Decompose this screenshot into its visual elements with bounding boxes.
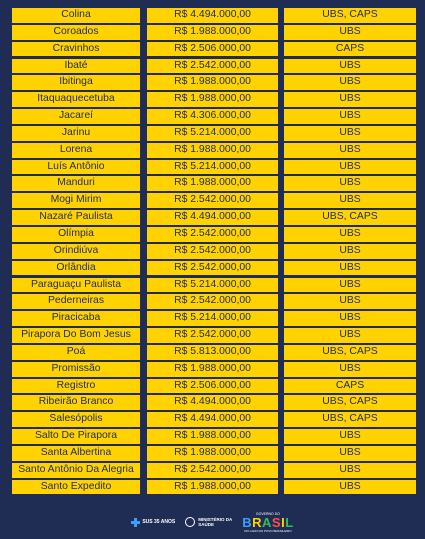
municipality-cell: Colina xyxy=(12,8,140,23)
type-cell: UBS xyxy=(284,294,416,309)
table-row xyxy=(12,160,416,175)
table-row xyxy=(12,244,416,259)
type-cell: UBS, CAPS xyxy=(284,345,416,360)
municipality-cell: Itaquaquecetuba xyxy=(12,92,140,107)
amount-cell: R$ 2.542.000,00 xyxy=(147,244,278,259)
table-row xyxy=(12,193,416,208)
municipality-cell: Pirapora Do Bom Jesus xyxy=(12,328,140,343)
table-row xyxy=(12,227,416,242)
type-cell: UBS xyxy=(284,278,416,293)
type-cell: UBS xyxy=(284,244,416,259)
type-cell: UBS xyxy=(284,227,416,242)
amount-cell: R$ 4.494.000,00 xyxy=(147,8,278,23)
amount-cell: R$ 4.494.000,00 xyxy=(147,412,278,427)
table-row xyxy=(12,59,416,74)
type-cell: CAPS xyxy=(284,42,416,57)
table-row xyxy=(12,446,416,461)
type-cell: UBS xyxy=(284,25,416,40)
municipality-cell: Salto De Pirapora xyxy=(12,429,140,444)
ministerio-logo-text: MINISTÉRIO DA SAÚDE xyxy=(198,517,233,527)
table-row xyxy=(12,345,416,360)
brasil-letter: R xyxy=(252,514,263,530)
brasil-letter: L xyxy=(285,514,294,530)
amount-cell: R$ 5.813.000,00 xyxy=(147,345,278,360)
municipality-table xyxy=(12,8,416,496)
municipality-cell: Poá xyxy=(12,345,140,360)
municipality-cell: Santa Albertina xyxy=(12,446,140,461)
table-row xyxy=(12,176,416,191)
type-cell: UBS xyxy=(284,328,416,343)
table-row xyxy=(12,126,416,141)
table-row xyxy=(12,25,416,40)
type-cell: UBS xyxy=(284,429,416,444)
governo-top-text: GOVERNO DO xyxy=(255,511,280,516)
amount-cell: R$ 2.506.000,00 xyxy=(147,42,278,57)
amount-cell: R$ 5.214.000,00 xyxy=(147,311,278,326)
type-cell: UBS, CAPS xyxy=(284,8,416,23)
table-row xyxy=(12,8,416,23)
amount-cell: R$ 1.988.000,00 xyxy=(147,362,278,377)
municipality-cell: Promissão xyxy=(12,362,140,377)
amount-cell: R$ 2.542.000,00 xyxy=(147,193,278,208)
type-cell: UBS xyxy=(284,75,416,90)
sus-logo xyxy=(131,518,175,527)
amount-cell: R$ 1.988.000,00 xyxy=(147,176,278,191)
type-cell: CAPS xyxy=(284,379,416,394)
type-cell: UBS, CAPS xyxy=(284,395,416,410)
health-cross-icon xyxy=(131,518,140,527)
amount-cell: R$ 1.988.000,00 xyxy=(147,480,278,495)
type-cell: UBS xyxy=(284,109,416,124)
table-row xyxy=(12,261,416,276)
table-row xyxy=(12,75,416,90)
type-cell: UBS xyxy=(284,176,416,191)
municipality-cell: Santo Antônio Da Alegria xyxy=(12,463,140,478)
table-row xyxy=(12,480,416,495)
type-cell: UBS xyxy=(284,480,416,495)
table-row xyxy=(12,429,416,444)
municipality-cell: Pederneiras xyxy=(12,294,140,309)
amount-cell: R$ 2.506.000,00 xyxy=(147,379,278,394)
municipality-cell: Ibaté xyxy=(12,59,140,74)
table-row xyxy=(12,328,416,343)
municipality-cell: Paraguaçu Paulista xyxy=(12,278,140,293)
type-cell: UBS xyxy=(284,261,416,276)
municipality-cell: Piracicaba xyxy=(12,311,140,326)
table-row xyxy=(12,311,416,326)
amount-cell: R$ 1.988.000,00 xyxy=(147,25,278,40)
municipality-cell: Manduri xyxy=(12,176,140,191)
municipality-cell: Cravinhos xyxy=(12,42,140,57)
amount-cell: R$ 2.542.000,00 xyxy=(147,294,278,309)
brasil-letter: S xyxy=(271,514,282,530)
amount-cell: R$ 2.542.000,00 xyxy=(147,227,278,242)
type-cell: UBS xyxy=(284,143,416,158)
amount-cell: R$ 4.306.000,00 xyxy=(147,109,278,124)
municipality-cell: Olímpia xyxy=(12,227,140,242)
type-cell: UBS, CAPS xyxy=(284,210,416,225)
table-row xyxy=(12,42,416,57)
amount-cell: R$ 1.988.000,00 xyxy=(147,75,278,90)
amount-cell: R$ 1.988.000,00 xyxy=(147,429,278,444)
type-cell: UBS xyxy=(284,92,416,107)
amount-cell: R$ 2.542.000,00 xyxy=(147,328,278,343)
type-cell: UBS xyxy=(284,59,416,74)
table-row xyxy=(12,463,416,478)
brasil-wordmark xyxy=(242,516,293,529)
table-row xyxy=(12,278,416,293)
brasil-letter: I xyxy=(281,514,286,530)
governo-slogan: DO LADO DO POVO BRASILEIRO xyxy=(244,528,292,533)
table-row xyxy=(12,395,416,410)
table-row xyxy=(12,362,416,377)
type-cell: UBS, CAPS xyxy=(284,412,416,427)
municipality-cell: Luís Antônio xyxy=(12,160,140,175)
amount-cell: R$ 4.494.000,00 xyxy=(147,395,278,410)
coat-of-arms-icon xyxy=(185,517,195,527)
brasil-letter: A xyxy=(262,514,272,530)
type-cell: UBS xyxy=(284,463,416,478)
amount-cell: R$ 2.542.000,00 xyxy=(147,59,278,74)
municipality-cell: Ribeirão Branco xyxy=(12,395,140,410)
amount-cell: R$ 1.988.000,00 xyxy=(147,92,278,107)
amount-cell: R$ 1.988.000,00 xyxy=(147,446,278,461)
amount-cell: R$ 5.214.000,00 xyxy=(147,126,278,141)
municipality-cell: Coroados xyxy=(12,25,140,40)
type-cell: UBS xyxy=(284,193,416,208)
amount-cell: R$ 2.542.000,00 xyxy=(147,463,278,478)
municipality-cell: Lorena xyxy=(12,143,140,158)
municipality-cell: Registro xyxy=(12,379,140,394)
type-cell: UBS xyxy=(284,446,416,461)
type-cell: UBS xyxy=(284,311,416,326)
municipality-cell: Orlândia xyxy=(12,261,140,276)
table-row xyxy=(12,412,416,427)
table-row xyxy=(12,92,416,107)
amount-cell: R$ 5.214.000,00 xyxy=(147,160,278,175)
municipality-cell: Salesópolis xyxy=(12,412,140,427)
amount-cell: R$ 4.494.000,00 xyxy=(147,210,278,225)
amount-cell: R$ 1.988.000,00 xyxy=(147,143,278,158)
type-cell: UBS xyxy=(284,126,416,141)
municipality-cell: Mogi Mirim xyxy=(12,193,140,208)
brasil-letter: B xyxy=(242,514,253,530)
ministerio-logo xyxy=(185,517,232,527)
table-row xyxy=(12,143,416,158)
table-row xyxy=(12,379,416,394)
type-cell: UBS xyxy=(284,362,416,377)
table-row xyxy=(12,210,416,225)
amount-cell: R$ 5.214.000,00 xyxy=(147,278,278,293)
municipality-cell: Santo Expedito xyxy=(12,480,140,495)
governo-federal-logo xyxy=(242,512,293,533)
municipality-cell: Nazaré Paulista xyxy=(12,210,140,225)
sus-logo-text: SUS 35 ANOS xyxy=(142,518,176,525)
municipality-cell: Jarinu xyxy=(12,126,140,141)
type-cell: UBS xyxy=(284,160,416,175)
municipality-cell: Ibitinga xyxy=(12,75,140,90)
footer-logos xyxy=(0,505,425,539)
amount-cell: R$ 2.542.000,00 xyxy=(147,261,278,276)
table-row xyxy=(12,109,416,124)
table-row xyxy=(12,294,416,309)
municipality-cell: Orindiúva xyxy=(12,244,140,259)
municipality-cell: Jacareí xyxy=(12,109,140,124)
